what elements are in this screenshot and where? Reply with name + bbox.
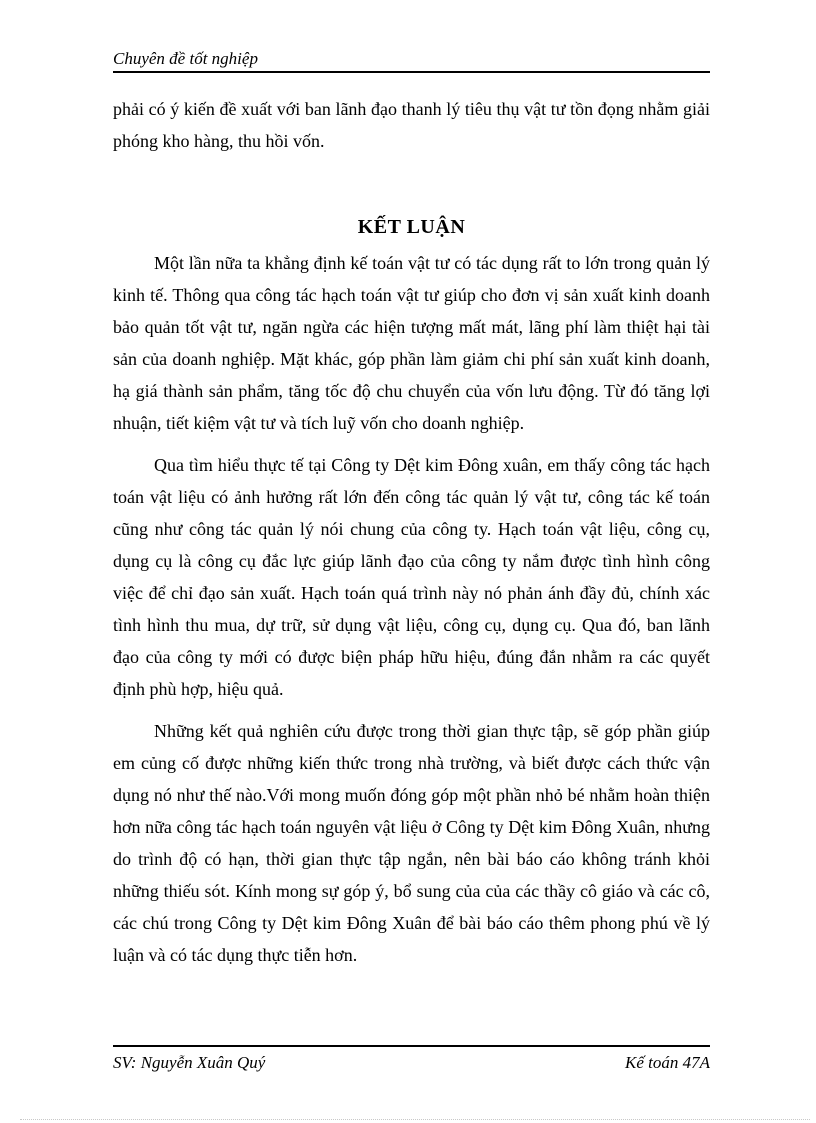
footer-author: SV: Nguyễn Xuân Quý: [113, 1053, 266, 1072]
lead-paragraph: phải có ý kiến đề xuất với ban lãnh đạo thanh lý tiêu thụ vật tư tồn đọng nhằm giải phóng kho hàng, thu hồi vốn.: [113, 99, 710, 151]
conclusion-paragraph-1: Một lần nữa ta khẳng định kế toán vật tư có tác dụng rất to lớn trong quản lý kinh tế. Thông qua công tác hạch toán vật tư giúp cho đơn vị sản xuất kinh doanh bảo quản tốt vật tư, ngăn ngừa các hiện tượng mất mát, lãng phí làm thiệt hại tài sản của doanh nghiệp. Mặt khác, góp phần làm giảm chi phí sản xuất kinh doanh, hạ giá thành sản phẩm, tăng tốc độ chu chuyển của vốn lưu động. Từ đó tăng lợi nhuận, tiết kiệm vật tư và tích luỹ vốn cho doanh nghiệp.: [113, 253, 710, 433]
conclusion-paragraph-3: Những kết quả nghiên cứu được trong thời gian thực tập, sẽ góp phần giúp em củng cố được những kiến thức trong nhà trường, và biết được cách thức vận dụng nó như thế nào.Với mong muốn đóng góp một phần nhỏ bé nhằm hoàn thiện hơn nữa công tác hạch toán nguyên vật liệu ở Công ty Dệt kim Đông Xuân, nhưng do trình độ có hạn, thời gian thực tập ngắn, nên bài báo cáo không tránh khỏi những thiếu sót. Kính mong sự góp ý, bổ sung của của các thầy cô giáo và các cô, các chú trong Công ty Dệt kim Đông Xuân để bài báo cáo thêm phong phú về lý luận và có tác dụng thực tiễn hơn.: [113, 721, 710, 965]
page-header-title: Chuyên đề tốt nghiệp: [113, 49, 258, 68]
footer-divider: [113, 1045, 710, 1047]
page-footer: [113, 1051, 710, 1075]
document-body: [113, 93, 710, 971]
conclusion-paragraph-2: Qua tìm hiểu thực tế tại Công ty Dệt kim Đông xuân, em thấy công tác hạch toán vật liệu có ảnh hưởng rất lớn đến công tác quản lý vật tư, công tác kế toán cũng như công tác quản lý nói chung của công ty. Hạch toán vật liệu, công cụ, dụng cụ là công cụ đắc lực giúp lãnh đạo của công ty nắm được tình hình công việc để chỉ đạo sản xuất. Hạch toán quá trình này nó phản ánh đầy đủ, chính xác tình hình thu mua, dự trữ, sử dụng vật liệu, công cụ, dụng cụ. Qua đó, ban lãnh đạo của công ty mới có được biện pháp hữu hiệu, đúng đắn nhằm ra các quyết định phù hợp, hiệu quả.: [113, 455, 710, 699]
footer-class: Kế toán 47A: [625, 1053, 710, 1072]
section-heading: KẾT LUẬN: [357, 216, 466, 238]
header-divider: [113, 71, 710, 73]
page-edge-divider: [20, 1119, 810, 1120]
